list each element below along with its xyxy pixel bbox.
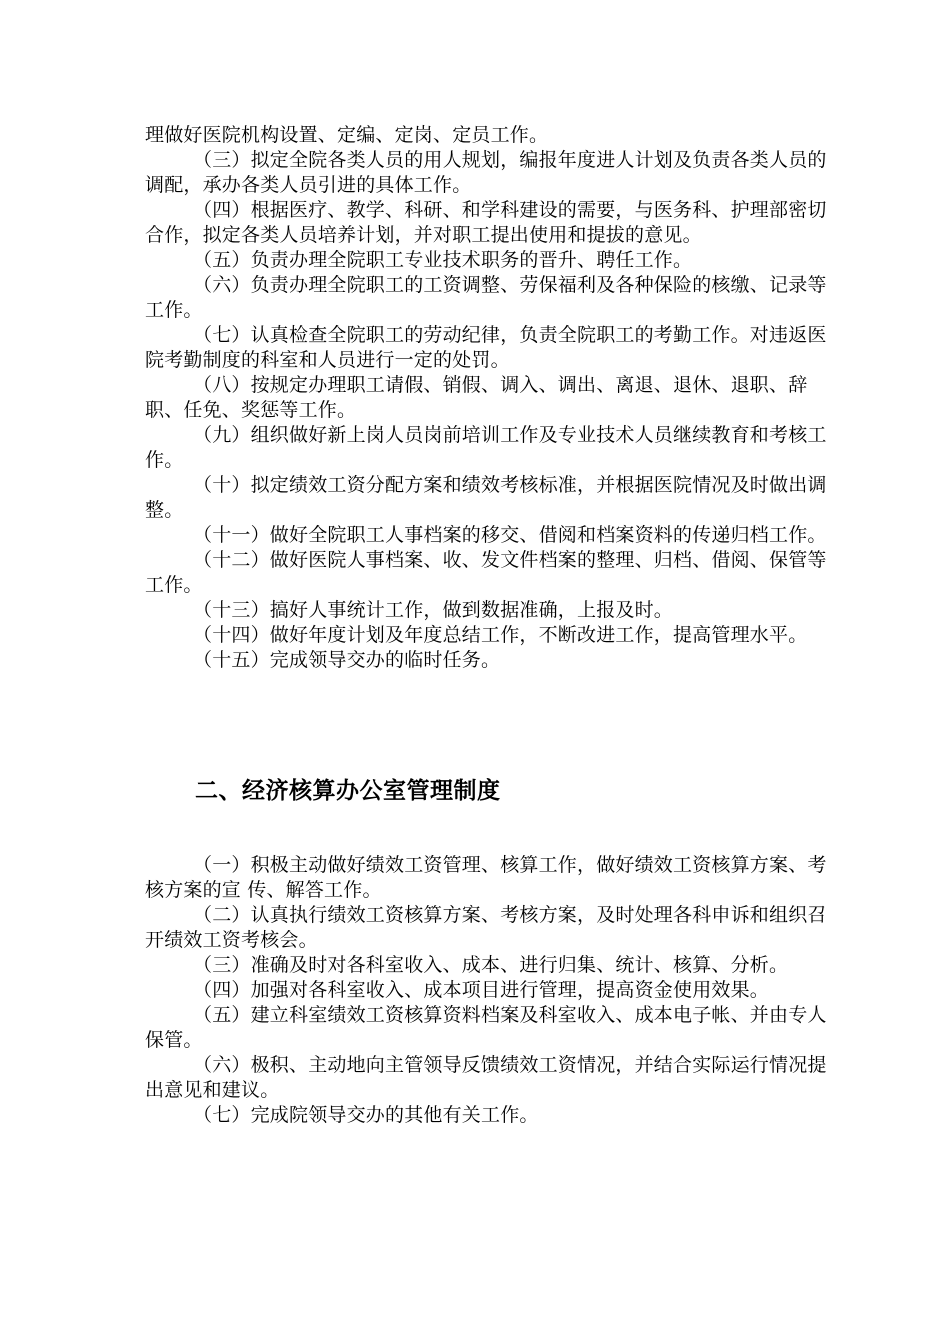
paragraph-item-1: （一）积极主动做好绩效工资管理、核算工作，做好绩效工资核算方案、考核方案的宣 传、解答工作。 bbox=[145, 854, 827, 901]
paragraph-item-7: （七）认真检查全院职工的劳动纪律，负责全院职工的考勤工作。对违返医院考勤制度的科室和人员进行一定的处罚。 bbox=[145, 324, 827, 371]
paragraph-item-5: （五）负责办理全院职工专业技术职务的晋升、聘任工作。 bbox=[193, 249, 693, 271]
paragraph-item-4: （四）根据医疗、教学、科研、和学科建设的需要，与医务科、护理部密切合作，拟定各类人员培养计划，并对职工提出使用和提拔的意见。 bbox=[145, 199, 827, 246]
paragraph-item-5: （五）建立科室绩效工资核算资料档案及科室收入、成本电子帐、并由专人保管。 bbox=[145, 1004, 827, 1051]
paragraph-item-8: （八）按规定办理职工请假、销假、调入、调出、离退、退休、退职、辞职、任免、奖惩等工作。 bbox=[145, 374, 808, 421]
paragraph-item-3: （三）准确及时对各科室收入、成本、进行归集、统计、核算、分析。 bbox=[193, 954, 789, 976]
paragraph-item-3: （三）拟定全院各类人员的用人规划，编报年度进人计划及负责各类人员的调配，承办各类人员引进的具体工作。 bbox=[145, 149, 827, 196]
paragraph-item-6: （六）极积、主动地向主管领导反馈绩效工资情况，并结合实际运行情况提出意见和建议。 bbox=[145, 1054, 827, 1101]
paragraph-item-6: （六）负责办理全院职工的工资调整、劳保福利及各种保险的核缴、记录等工作。 bbox=[145, 274, 827, 321]
paragraph-item-15: （十五）完成领导交办的临时任务。 bbox=[193, 649, 501, 671]
paragraph-lead: 理做好医院机构设置、定编、定岗、定员工作。 bbox=[145, 124, 549, 146]
paragraph-item-7: （七）完成院领导交办的其他有关工作。 bbox=[193, 1104, 539, 1126]
paragraph-item-10: （十）拟定绩效工资分配方案和绩效考核标准，并根据医院情况及时做出调整。 bbox=[145, 474, 827, 521]
paragraph-item-14: （十四）做好年度计划及年度总结工作，不断改进工作，提高管理水平。 bbox=[193, 624, 808, 646]
paragraph-item-2: （二）认真执行绩效工资核算方案、考核方案，及时处理各科申诉和组织召开绩效工资考核会。 bbox=[145, 904, 827, 951]
paragraph-item-9: （九）组织做好新上岗人员岗前培训工作及专业技术人员继续教育和考核工作。 bbox=[145, 424, 827, 471]
paragraph-item-12: （十二）做好医院人事档案、收、发文件档案的整理、归档、借阅、保管等工作。 bbox=[145, 549, 827, 596]
paragraph-item-4: （四）加强对各科室收入、成本项目进行管理，提高资金使用效果。 bbox=[193, 979, 770, 1001]
paragraph-item-13: （十三）搞好人事统计工作，做到数据准确，上报及时。 bbox=[193, 599, 674, 621]
section-2-heading: 二、经济核算办公室管理制度 bbox=[195, 778, 501, 804]
section-2-body bbox=[145, 853, 835, 1128]
section-1-body bbox=[145, 123, 835, 673]
paragraph-item-11: （十一）做好全院职工人事档案的移交、借阅和档案资料的传递归档工作。 bbox=[193, 524, 827, 546]
